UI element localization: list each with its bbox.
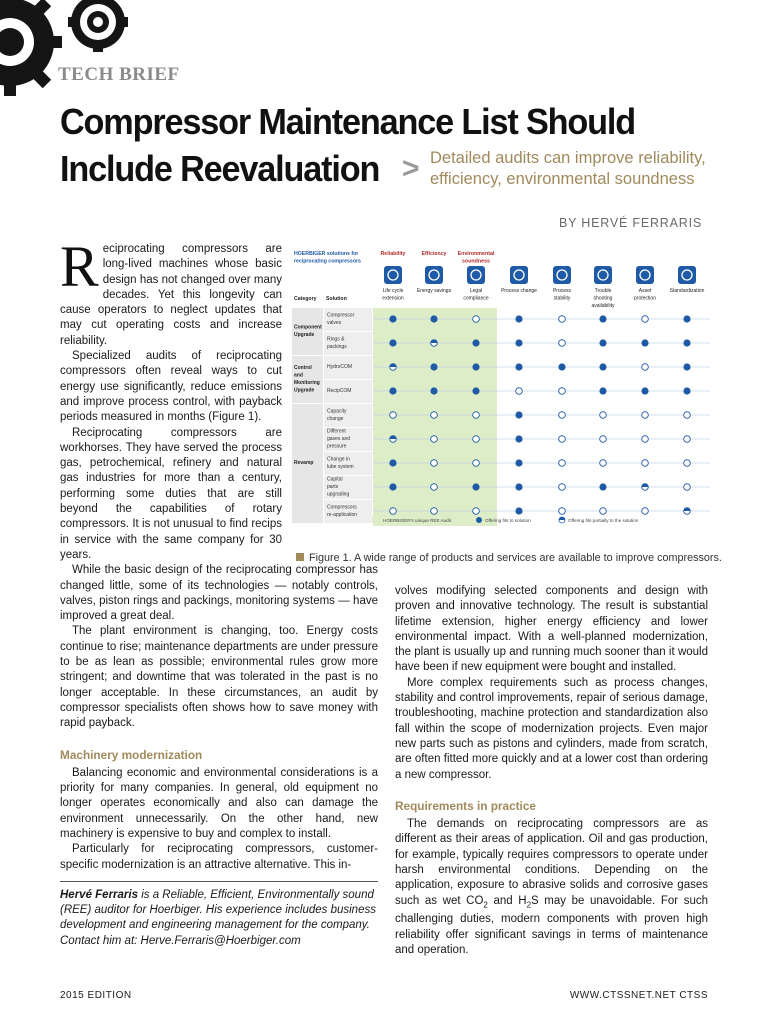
- small-gear-icon: [68, 0, 128, 52]
- footer-edition: 2015 EDITION: [60, 990, 132, 1001]
- dot-full: [389, 315, 396, 322]
- group-label: Efficiency: [421, 251, 447, 257]
- figure-1-matrix: [292, 246, 712, 528]
- dot-full: [558, 363, 565, 370]
- column-header: Energy savings: [416, 288, 452, 294]
- dot-empty: [473, 412, 480, 419]
- legend-label: HOERBIGER's unique REE Audit: [383, 518, 452, 523]
- dot-full: [472, 339, 479, 346]
- dot-empty: [600, 412, 607, 419]
- category-label: Control and Monitoring Upgrade: [294, 364, 320, 394]
- large-gear-icon: [0, 0, 62, 96]
- solution-label: Rings & packings: [327, 336, 347, 350]
- legend-dot-full: [476, 517, 482, 523]
- dot-empty: [390, 412, 397, 419]
- solution-label: RecipCOM: [327, 388, 352, 394]
- byline: BY HERVÉ FERRARIS: [558, 216, 702, 230]
- dot-empty: [559, 436, 566, 443]
- paragraph: The demands on reciprocating compressors are as different as their areas of application. Oil and gas production, for example, typically requires compressors to operate under harsh environmental conditions. Depending on the application, exposure to abrasive solids and corrosive gases such as wet $CO_2$ and $H_2S$ may be unavoidable. For such challenging duties, modern components with proven high reliability offer significant savings in terms of maintenance and operation.: [395, 818, 708, 956]
- dot-empty: [390, 508, 397, 515]
- column-header: Process stability: [552, 288, 572, 302]
- dot-full: [430, 363, 437, 370]
- dot-empty: [684, 436, 691, 443]
- dot-full: [472, 483, 479, 490]
- solution-label: Capital parts upgrading: [327, 476, 350, 498]
- dot-empty: [431, 436, 438, 443]
- paragraph: Specialized audits of reciprocating compressors often reveal ways to cut energy use significantly, reduce emissions and improve process control, with payback periods measured in months (Figure 1).: [60, 350, 282, 424]
- dot-empty: [684, 460, 691, 467]
- category-label: Component Upgrade: [294, 324, 322, 338]
- dot-full: [641, 387, 648, 394]
- legend-swatch: [372, 517, 380, 523]
- dot-empty: [600, 436, 607, 443]
- paragraph: Reciprocating compressors are long-lived machines whose basic design has not changed over many decades. Yet this longevity can cause operators to neglect updates that may cut operating costs and increase reliability.: [60, 234, 282, 347]
- column-icon: [553, 266, 571, 284]
- column-icon: [594, 266, 612, 284]
- subheading: Requirements in practice: [395, 798, 536, 813]
- column-icon: [384, 266, 402, 284]
- section-label: TECH BRIEF: [58, 64, 180, 85]
- dot-full: [472, 363, 479, 370]
- dot-full: [683, 315, 690, 322]
- dot-empty: [431, 508, 438, 515]
- legend-label: Offering fits partially to the solution: [568, 518, 639, 523]
- dot-empty: [600, 508, 607, 515]
- dot-empty: [431, 412, 438, 419]
- dot-full: [472, 387, 479, 394]
- gears-logo: [0, 0, 150, 105]
- category-header: Category: [294, 296, 317, 302]
- figure-corner-label: HOERBIGER solutions for reciprocating compressors: [294, 251, 361, 265]
- dot-full: [515, 315, 522, 322]
- column-header: Legal compliance: [463, 288, 489, 302]
- dot-empty: [473, 436, 480, 443]
- solution-label: Compressor valves: [327, 312, 355, 326]
- dot-full: [641, 339, 648, 346]
- column-icon: [425, 266, 443, 284]
- dot-empty: [559, 388, 566, 395]
- dot-full: [515, 411, 522, 418]
- column-header: Standardization: [669, 288, 705, 294]
- dot-full: [430, 315, 437, 322]
- paragraph: volves modifying selected components and design with proven and innovative technology. The result is substantial lifetime extension, higher energy efficiency and lower environmental impact. With a well-planned modernization, the plant is usually up and running much sooner than it would have been if new equipment were bought and installed.: [395, 585, 708, 674]
- paragraph: Reciprocating compressors are workhorses. They have served the process gas, petrochemical, refinery and natural gas industries for more than a century, performing some duties that are still beyond the capabilities of rotary compressors. It is not unusual to find recips in service with the same company for 30 years.: [60, 426, 282, 561]
- dot-empty: [559, 484, 566, 491]
- paragraph: Particularly for reciprocating compressors, customer-specific modernization is an attractive alternative. This in-: [60, 843, 378, 871]
- dot-full: [389, 483, 396, 490]
- dot-empty: [431, 460, 438, 467]
- dot-full: [515, 483, 522, 490]
- column-header: Trouble shooting availability: [591, 288, 615, 309]
- solution-label: Change in lube system: [327, 456, 354, 470]
- dot-empty: [642, 316, 649, 323]
- dot-empty: [559, 316, 566, 323]
- column-header: Asset protection: [634, 288, 656, 302]
- dot-full: [515, 507, 522, 514]
- dot-full: [430, 387, 437, 394]
- drop-cap: R: [60, 234, 99, 299]
- category-label: Revamp: [294, 460, 314, 466]
- solution-label: Different gases and pressure: [327, 428, 351, 450]
- dot-empty: [516, 388, 523, 395]
- column-icon: [510, 266, 528, 284]
- solution-label: Capacity change: [327, 408, 347, 422]
- dot-full: [683, 387, 690, 394]
- dot-full: [599, 363, 606, 370]
- dot-empty: [642, 364, 649, 371]
- column-header: Process change: [501, 288, 537, 294]
- author-name: Hervé Ferraris: [60, 888, 138, 901]
- dot-empty: [559, 508, 566, 515]
- dot-full: [515, 459, 522, 466]
- column-icon: [678, 266, 696, 284]
- dot-empty: [642, 460, 649, 467]
- solution-header: Solution: [326, 296, 347, 302]
- dot-empty: [642, 412, 649, 419]
- dot-empty: [642, 436, 649, 443]
- dot-full: [599, 339, 606, 346]
- column-header: Life cycle extension: [382, 288, 404, 302]
- dot-empty: [431, 484, 438, 491]
- paragraph: More complex requirements such as process changes, stability and control improvements, repair of serious damage, troubleshooting, machine protection and standardization also fall within the scope of modernization projects. Even major new parts such as pistons and cylinders, made from scratch, are often fitted more quickly and at a lower cost than ordering a new compressor.: [395, 676, 708, 781]
- dot-full: [683, 339, 690, 346]
- paragraph: While the basic design of the reciprocating compressor has changed little, some of its technologies — notably controls, valves, piston rings and packings, monitoring systems — have improved a great deal.: [60, 564, 378, 623]
- subheading: Machinery modernization: [60, 747, 203, 762]
- footer-site: WWW.CTSSNET.NET CTSS: [569, 990, 708, 1001]
- legend-label: Offering fits to solution: [485, 518, 531, 523]
- dot-full: [515, 363, 522, 370]
- dot-empty: [473, 508, 480, 515]
- dot-empty: [600, 460, 607, 467]
- group-label: Environmental soundness: [457, 251, 495, 265]
- dot-full: [389, 339, 396, 346]
- dot-full: [599, 315, 606, 322]
- column-icon: [636, 266, 654, 284]
- dot-empty: [559, 412, 566, 419]
- body-column-right: [395, 584, 708, 958]
- author-bio: [60, 881, 378, 949]
- page-title: Compressor Maintenance List Should Include Reevaluation: [60, 101, 636, 189]
- dot-empty: [684, 484, 691, 491]
- solution-label: HydroCOM: [327, 364, 353, 370]
- dot-full: [515, 339, 522, 346]
- chevron-right-icon: >: [402, 152, 420, 185]
- dot-empty: [684, 412, 691, 419]
- caption-marker-icon: [296, 553, 304, 561]
- column-icon: [467, 266, 485, 284]
- dot-empty: [559, 460, 566, 467]
- dot-empty: [473, 460, 480, 467]
- dot-full: [389, 387, 396, 394]
- dot-full: [599, 387, 606, 394]
- figure-caption: Figure 1. A wide range of products and services are available to improve compressors.: [296, 552, 726, 564]
- dot-empty: [559, 340, 566, 347]
- paragraph: Balancing economic and environmental considerations is a priority for many companies. In general, old equipment no longer operates economically and also can damage the environment unnecessarily. On the other hand, new machinery is expensive to buy and complex to install.: [60, 766, 378, 840]
- dot-empty: [473, 316, 480, 323]
- subtitle: Detailed audits can improve reliability, efficiency, environmental soundness: [430, 149, 706, 188]
- paragraph: The plant environment is changing, too. Energy costs continue to rise; maintenance departments are under pressure to be as lean as possible; environmental rules grow more stringent; and downtime that was tolerated in the past is no longer acceptable. In these circumstances, an audit by compressor specialists often shows how to save money with rapid payback.: [60, 625, 378, 730]
- group-label: Reliability: [380, 251, 406, 257]
- dot-full: [683, 363, 690, 370]
- dot-full: [599, 483, 606, 490]
- author-bio-text: is a Reliable, Efficient, Environmentally sound (REE) auditor for Hoerbiger. His experience includes business development and engineering management for the company. Contact him at: Herve.Ferraris@Hoerbiger.com: [60, 888, 376, 947]
- solution-label: Compressors re-application: [327, 504, 358, 518]
- dot-full: [389, 459, 396, 466]
- dot-empty: [642, 508, 649, 515]
- dot-full: [515, 435, 522, 442]
